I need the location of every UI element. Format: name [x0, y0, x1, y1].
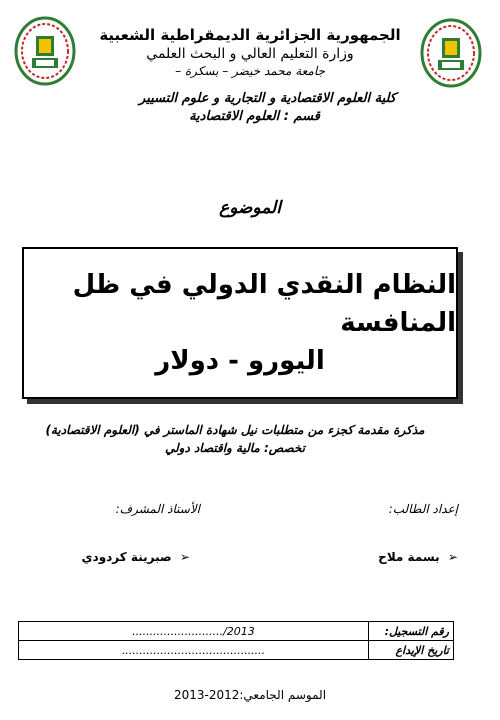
- deposit-date-label: تاريخ الإيداع: [369, 641, 454, 660]
- faculty-name: كلية العلوم الاقتصادية و التجارية و علوم التسيير: [139, 91, 396, 106]
- thesis-title-line1: النظام النقدي الدولي في ظل المنافسة: [72, 270, 456, 338]
- subject-label: الموضوع: [219, 198, 281, 218]
- memo-description: [30, 421, 440, 457]
- republic-name: الجمهورية الجزائرية الديمقراطية الشعبية: [99, 26, 401, 44]
- registration-number-label: رقم التسجيل:: [369, 622, 454, 641]
- university-logo-icon: [420, 18, 482, 88]
- student-label: إعداد الطالب:: [388, 502, 458, 516]
- academic-season: [150, 688, 350, 702]
- arrow-bullet-icon: ➢: [171, 550, 190, 564]
- registration-table: [18, 621, 454, 660]
- supervisor-name: صبرينة كردودي: [81, 550, 172, 564]
- student-name-row: [300, 550, 458, 564]
- arrow-bullet-icon: ➢: [439, 550, 458, 564]
- ministry-name: وزارة التعليم العالي و البحث العلمي: [146, 46, 354, 62]
- memo-line1: مذكرة مقدمة كجزء من متطلبات نيل شهادة الماستر في (العلوم الاقتصادية): [45, 423, 425, 437]
- table-row: [19, 622, 454, 641]
- season-label: الموسم الجامعي:: [239, 688, 327, 702]
- supervisor-label: الأستاذ المشرف:: [115, 502, 200, 516]
- registration-number-value: ........................../2013: [19, 622, 369, 641]
- university-logo-icon: [14, 16, 76, 86]
- thesis-title-line2: اليورو - دولار: [155, 346, 325, 376]
- season-value: 2012-2013: [173, 688, 240, 702]
- department-name: قسم : العلوم الاقتصادية: [189, 109, 320, 124]
- supervisor-name-row: [40, 550, 190, 564]
- deposit-date-value: .........................................: [19, 641, 369, 660]
- institution-header: [90, 26, 410, 79]
- memo-line2: تخصص: مالية واقتصاد دولي: [164, 441, 305, 455]
- student-name: بسمة ملاح: [378, 550, 440, 564]
- thesis-title-box: [22, 247, 458, 399]
- table-row: [19, 641, 454, 660]
- university-name: جامعة محمد خيضر – بسكرة –: [175, 64, 325, 78]
